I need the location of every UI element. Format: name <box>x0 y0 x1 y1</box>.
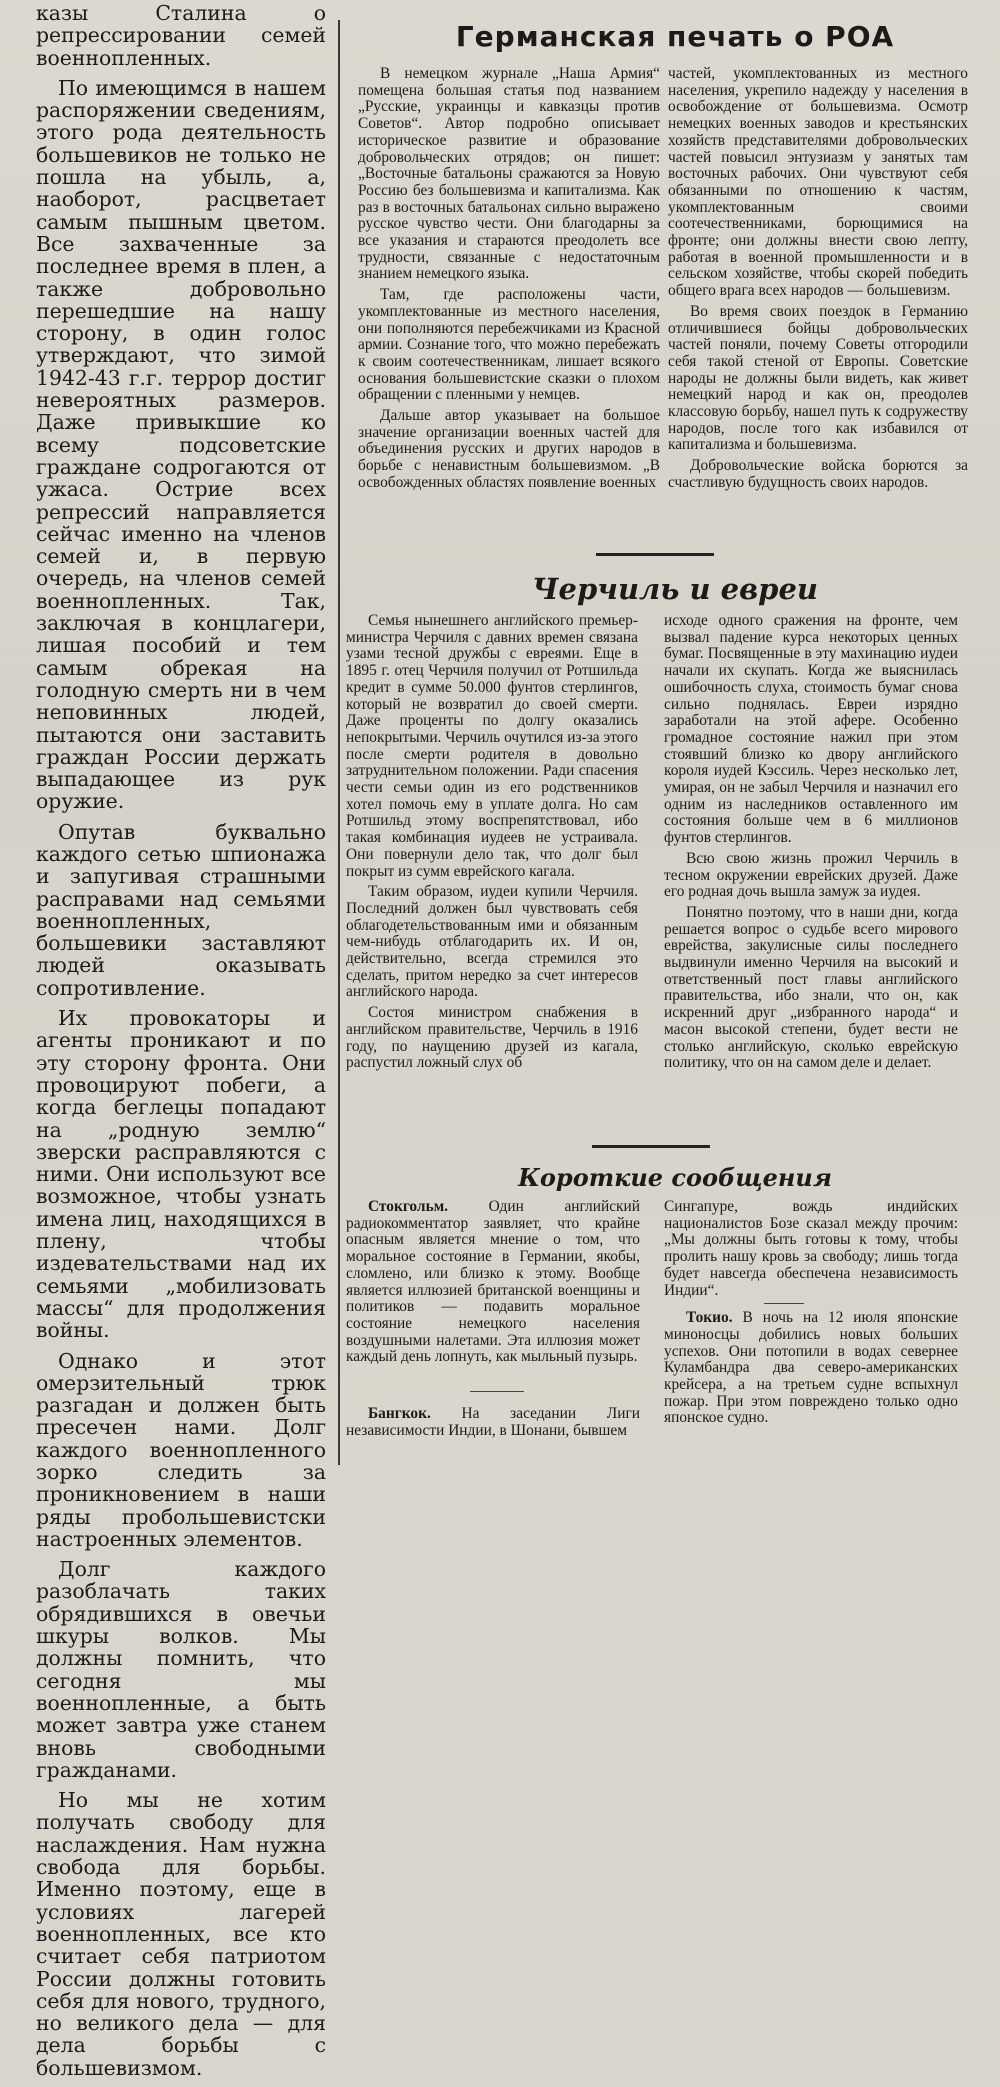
short-news-column-2 <box>664 1199 958 1431</box>
dateline-tokyo: Токио. <box>686 1309 733 1327</box>
paragraph: Таким образом, иудеи купили Черчиля. Последний должен был чувствовать себя облагодетельствованным ими и обязанным чем-нибудь отблагодарить их. И он, действительно, всегда стремился это сделать, притом нередко за счет интересов английского народа. <box>346 883 638 1001</box>
paragraph: Семья нынешнего английского премьер-министра Черчиля с давних времен связана узами тесной дружбы с евреями. Еще в 1895 г. отец Черчиля получил от Ротшильда кредит в сумме 50.000 фунтов стерлингов, который не возвратил до своей смерти. Даже проценты по долгу оказались непокрытыми. Черчиль очутился из-за этого после смерти родителя в довольно затруднительном положении. Ради спасения чести семьи один из его родственников хотел помочь ему в уплате долга. Но сам Ротшильд этому воспрепятствовал, ибо такая комбинация иудеев не устраивала. Они повернули дело так, что долг был покрыт из сумм еврейского кагала. <box>346 612 638 880</box>
dateline-stockholm: Стокгольм. <box>368 1198 449 1215</box>
news-text: На заседании Лиги независимости Индии, в Шонани, бывшем <box>346 1405 640 1439</box>
paragraph: Состоя министром снабжения в английском правительстве, Черчиль в 1916 году, по наущению друзей из кагала, распустил ложный слух об <box>346 1004 638 1072</box>
short-news-column-1 <box>346 1199 640 1370</box>
paragraph: Опутав буквально каждого сетью шпионажа и запугивая страшными расправами над семьями военнопленных, большевики заставляют людей оказывать сопротивление. <box>36 819 326 1000</box>
churchill-column-1 <box>346 613 638 1076</box>
news-text: Один английский радиокомментатор заявляет, что крайне опасным является мнение о том, что моральное состояние в Германии, якобы, сломлено, или близко к этому. Вообще является иллюзией британской военщины и политиков — подавить моральное состояние немецкого населения воздушными налетами. Эта иллюзия может каждый день лопнуть, как мыльный пузырь. <box>346 1198 640 1366</box>
paragraph: Однако и этот омерзительный трюк разгадан и должен быть пресечен нами. Долг каждого военнопленного зорко следить за проникновением в наши ряды пробольшевистски настроенных элементов. <box>36 1348 326 1551</box>
news-item-bangkok <box>346 1406 640 1439</box>
news-item-stockholm <box>346 1199 640 1366</box>
paragraph: Там, где расположены части, укомплектованные из местного населения, они пополняются перебежчиками из Красной армии. Сознание того, что можно перебежать к своим соотечественникам, лишает всякого основания большевистские сказки о плохом обращении с пленными у немцев. <box>358 286 660 404</box>
paragraph: Долг каждого разоблачать таких обрядившихся в овечьи шкуры волков. Мы должны помнить, что сегодня мы военнопленные, а быть может завтра уже станем вновь свободными гражданами. <box>36 1557 326 1782</box>
paragraph: частей, укомплектованных из местного населения, укрепило надежду у населения в освобождение от большевизма. Осмотр немецких военных заводов и крестьянских хозяйств представителями добровольческих частей повысил энтузиазм у занятых там восточных рабочих. Они чувствуют себя обязанными по отношению к частям, укомплектованным своими соотечественниками, борющимися на фронте; они должны внести свою лепту, работая в военной промышленности и в сельском хозяйстве, чтобы скорей победить общего врага всех народов — большевизм. <box>668 65 968 300</box>
paragraph: Понятно поэтому, что в наши дни, когда решается вопрос о судьбе всего мирового еврейства, закулисные силы последнего выдвинули именно Черчиля на высокий и ответственный пост главы английского правительства, ибо знали, что он, как искренний друг „избранного народа“ и масон высокой степени, будет вести не столько английскую, сколько еврейскую политику, что он на самом деле и делает. <box>664 903 958 1072</box>
item-rule <box>470 1391 524 1392</box>
news-item-tokyo <box>664 1310 958 1427</box>
paragraph: Дальше автор указывает на большое значение организации военных частей для объединения русских и других народов в борьбе с ненавистным большевизмом. „В освобожденных областях появление военных <box>358 407 660 491</box>
news-text: В ночь на 12 июля японские миноносцы добились новых больших успехов. Они потопили в водах севернее Куламбандра два северо-американских крейсера, а на третьем судне вспыхнул пожар. При этом повреждено только одно японское судно. <box>664 1309 958 1427</box>
paragraph: В немецком журнале „Наша Армия“ помещена большая статья под названием „Русские, украинцы и кавказцы против Советов“. Автор подробно описывает историческое развитие и образование добровольческих отрядов; он пишет: „Восточные батальоны сражаются за Новую Россию без большевизма и капитализма. Как раз в восточных батальонах сильно выражено русское чувство чести. Они благодарны за все указания и стараются преодолеть все трудности, связанные с недостаточным знанием немецкого языка. <box>358 65 660 283</box>
headline-short-news: Короткие сообщения <box>518 1163 832 1192</box>
paragraph: Их провокаторы и агенты проникают и по эту сторону фронта. Они провоцируют побеги, а когда беглецы попадают на „родную землю“ зверски расправляются с ними. Они используют все возможное, чтобы узнать имена лиц, находящихся в плену, чтобы издевательствами над их семьями „мобилизовать массы“ для продолжения войны. <box>36 1006 326 1343</box>
section-rule <box>592 1145 710 1148</box>
column-divider <box>338 20 340 1465</box>
churchill-column-2 <box>664 613 958 1076</box>
paragraph: Добровольческие войска борются за счастливую будущность своих народов. <box>668 457 968 491</box>
short-news-column-1-bottom <box>346 1406 640 1443</box>
headline-churchill: Черчиль и евреи <box>532 572 818 606</box>
paragraph: казы Сталина о репрессировании семей военнопленных. <box>36 1 326 70</box>
paragraph: Но мы не хотим получать свободу для наслаждения. Нам нужна свобода для борьбы. Именно поэтому, еще в условиях лагерей военнопленных, все кто считает себя патриотом России должны готовить себя для нового, трудного, но великого дела — для дела борьбы с большевизмом. <box>36 1788 326 2080</box>
paragraph: По имеющимся в нашем распоряжении сведениям, этого рода деятельность большевиков не только не пошла на убыль, а, наоборот, расцветает самым пышным цветом. Все захваченные за последнее время в плен, а также добровольно перешедшие на нашу сторону, в один голос утверждают, что зимой 1942-43 г.г. террор достиг невероятных размеров. Даже привыкшие ко всему подсоветские граждане содрогаются от ужаса. Острие всех репрессий направляется сейчас именно на членов семей и, в первую очередь, на членов семей военнопленных. Так, заключая в концлагери, лишая пособий и тем самым обрекая на голодную смерть ни в чем неповинных людей, пытаются они заставить граждан России держать выпадающее из рук оружие. <box>36 75 326 814</box>
roa-column-1 <box>358 66 660 496</box>
roa-column-2 <box>668 66 968 496</box>
left-column-article <box>36 2 326 2087</box>
paragraph: исходе одного сражения на фронте, чем вызвал падение курса некоторых ценных бумаг. Посвященные в эту махинацию иудеи начали их скупать. Когда же выяснилась ошибочность слуха, стоимость бумаг снова сильно поднялась. Евреи изрядно заработали на этой афере. Особенно громадное состояние нажил при этом стоявший близко ко двору английского короля иудей Кэссиль. Через несколько лет, умирая, он не забыл Черчиля и назначил его одним из наследников оставленного им состояния больше чем в 6 миллионов фунтов стерлингов. <box>664 612 958 847</box>
news-item-bangkok-cont: Сингапуре, вождь индийских националистов Бозе сказал между прочим: „Мы должны быть готовы к тому, чтобы пролить нашу кровь за свободу; лишь тогда будет навсегда обеспечена независимость Индии“. <box>664 1198 958 1299</box>
paragraph: Во время своих поездок в Германию отличившиеся бойцы добровольческих частей поняли, почему Советы отгородили себя такой стеной от Европы. Советские народы не должны были видеть, как живет немецкий народ и как он, преодолев классовую борьбу, нашел путь к содружеству народов, после того как избавился от капитализма и большевизма. <box>668 302 968 454</box>
section-rule <box>596 553 714 556</box>
item-rule <box>764 1303 804 1304</box>
paragraph: Всю свою жизнь прожил Черчиль в тесном окружении еврейских друзей. Даже его родная дочь вышла замуж за иудея. <box>664 849 958 901</box>
dateline-bangkok: Бангкок. <box>368 1405 431 1422</box>
headline-roa: Германская печать о РОА <box>455 20 895 53</box>
